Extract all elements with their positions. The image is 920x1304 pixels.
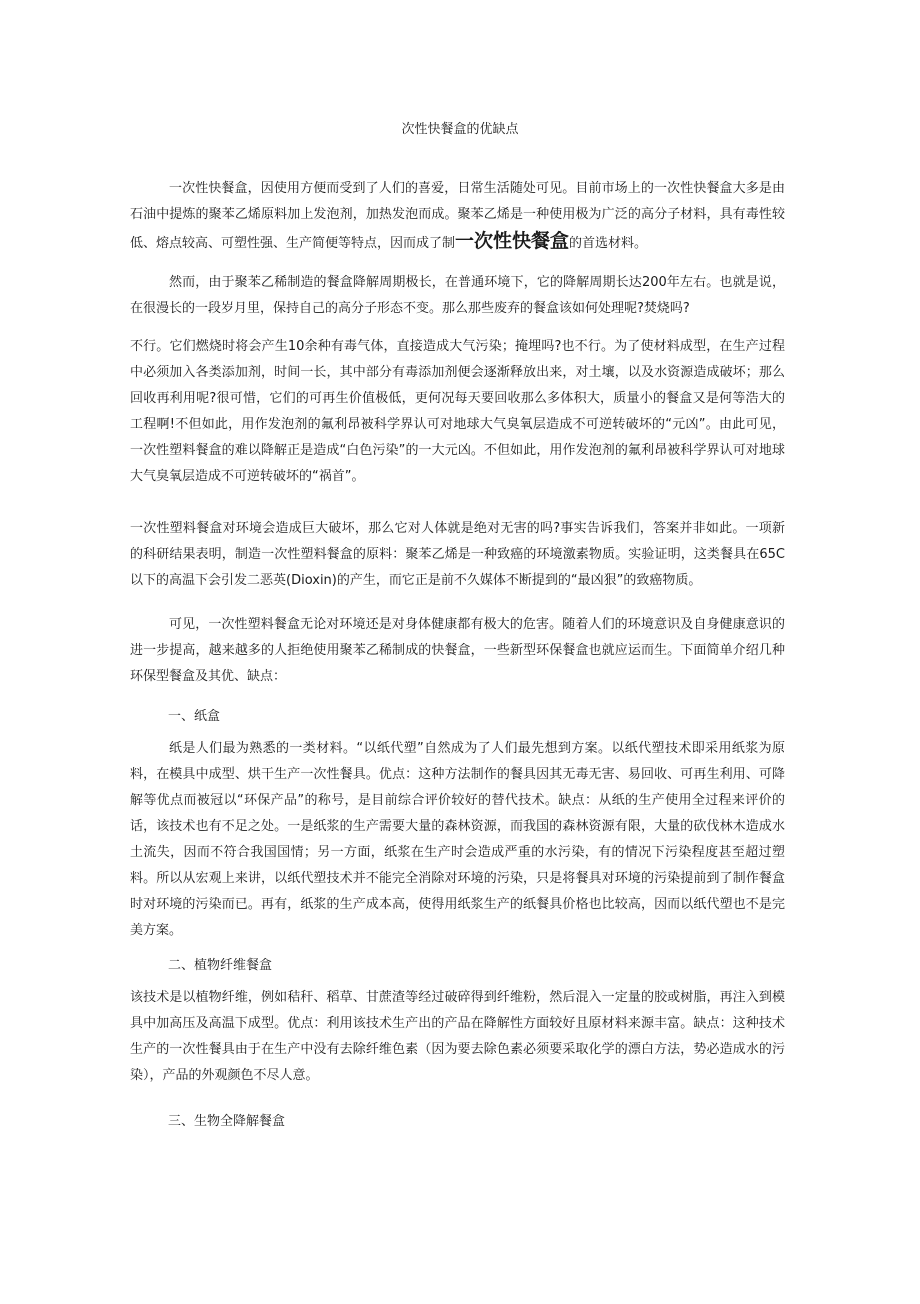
paragraph-plant-fiber: 该技术是以植物纤维，例如秸秆、稻草、甘蔗渣等经过破碎得到纤维粉，然后混入一定量的胶或树脂，再注入到模具中加高压及高温下成型。优点：利用该技术生产出的产品在降解性方面较好且原材料来源丰富。缺点：这种技术生产的一次性餐具由于在生产中没有去除纤维色素（因为要去除色素必须要采取化学的漂白方法，势必造成水的污染），产品的外观颜色不尽人意。 [130,990,785,1083]
section-heading-paper: 一、纸盒 [168,709,221,724]
section-heading-plant-fiber: 二、植物纤维餐盒 [168,958,273,973]
paragraph-health: 一次性塑料餐盒对环境会造成巨大破坏，那么它对人体就是绝对无害的吗?事实告诉我们，答案并非如此。一项新的科研结果表明，制造一次性塑料餐盒的原料：聚苯乙烯是一种致癌的环境激素物质。实验证明，这类餐具在65C以下的高温下会引发二恶英(Dioxin)的产生，而它正是前不久媒体不断提到的“最凶狠”的致癌物质。 [130,521,785,588]
paragraph-degradation: 然而，由于聚苯乙稀制造的餐盒降解周期极长，在普通环境下，它的降解周期长达200年左右。也就是说，在很漫长的一段岁月里，保持自己的高分子形态不变。那么那些废弃的餐盒该如何处理呢?焚烧吗? [130,275,785,316]
paragraph-intro-text: 一次性快餐盒，因使用方便而受到了人们的喜爱，日常生活随处可见。目前市场上的一次性快餐盒大多是由石油中提炼的聚苯乙烯原料加上发泡剂，加热发泡而成。聚苯乙烯是一种使用极为广泛的高分子材料，具有毒性较低、熔点较高、可塑性强、生产简便等特点，因而成了制 [130,181,785,251]
document-title: 次性快餐盒的优缺点 [401,122,519,137]
emphasized-phrase: 一次性快餐盒 [455,230,570,252]
paragraph-paper: 纸是人们最为熟悉的一类材料。“以纸代塑”自然成为了人们最先想到方案。以纸代塑技术即采用纸浆为原料，在模具中成型、烘干生产一次性餐具。优点：这种方法制作的餐具因其无毒无害、易回收、可再生利用、可降解等优点而被冠以“环保产品”的称号，是目前综合评价较好的替代技术。缺点：从纸的生产使用全过程来评价的话，该技术也有不足之处。一是纸浆的生产需要大量的森林资源，而我国的森林资源有限，大量的砍伐林木造成水土流失，因而不符合我国国情；另一方面，纸浆在生产时会造成严重的水污染，有的情况下污染程度甚至超过塑料。所以从宏观上来讲，以纸代塑技术并不能完全消除对环境的污染，只是将餐具对环境的污染提前到了制作餐盒时对环境的污染而已。再有，纸浆的生产成本高，使得用纸浆生产的纸餐具价格也比较高，因而以纸代塑也不是完美方案。 [130,741,785,938]
section-heading-biodegradable: 三、生物全降解餐盒 [168,1114,286,1129]
paragraph-disposal: 不行。它们燃烧时将会产生10余种有毒气体，直接造成大气污染；掩埋吗?也不行。为了使材料成型，在生产过程中必须加入各类添加剂，时间一长，其中部分有毒添加剂便会逐渐释放出来，对土壤，以及水资源造成破坏；那么回收再利用呢?很可惜，它们的可再生价值极低，更何况每天要回收那么多体积大，质量小的餐盒又是何等浩大的工程啊!不但如此，用作发泡剂的氟利昂被科学界认可对地球大气臭氧层造成不可逆转破坏的“元凶”。由此可见，一次性塑料餐盒的难以降解正是造成“白色污染”的一大元凶。不但如此，用作发泡剂的氟利昂被科学界认可对地球大气臭氧层造成不可逆转破坏的“祸首”。 [130,339,785,484]
paragraph-intro [130,176,785,257]
paragraph-intro-end: 的首选材料。 [569,236,648,251]
paragraph-alternatives: 可见，一次性塑料餐盒无论对环境还是对身体健康都有极大的危害。随着人们的环境意识及自身健康意识的进一步提高，越来越多的人拒绝使用聚苯乙稀制成的快餐盒，一些新型环保餐盒也就应运而生。下面简单介绍几种环保型餐盒及其优、缺点： [130,617,785,684]
